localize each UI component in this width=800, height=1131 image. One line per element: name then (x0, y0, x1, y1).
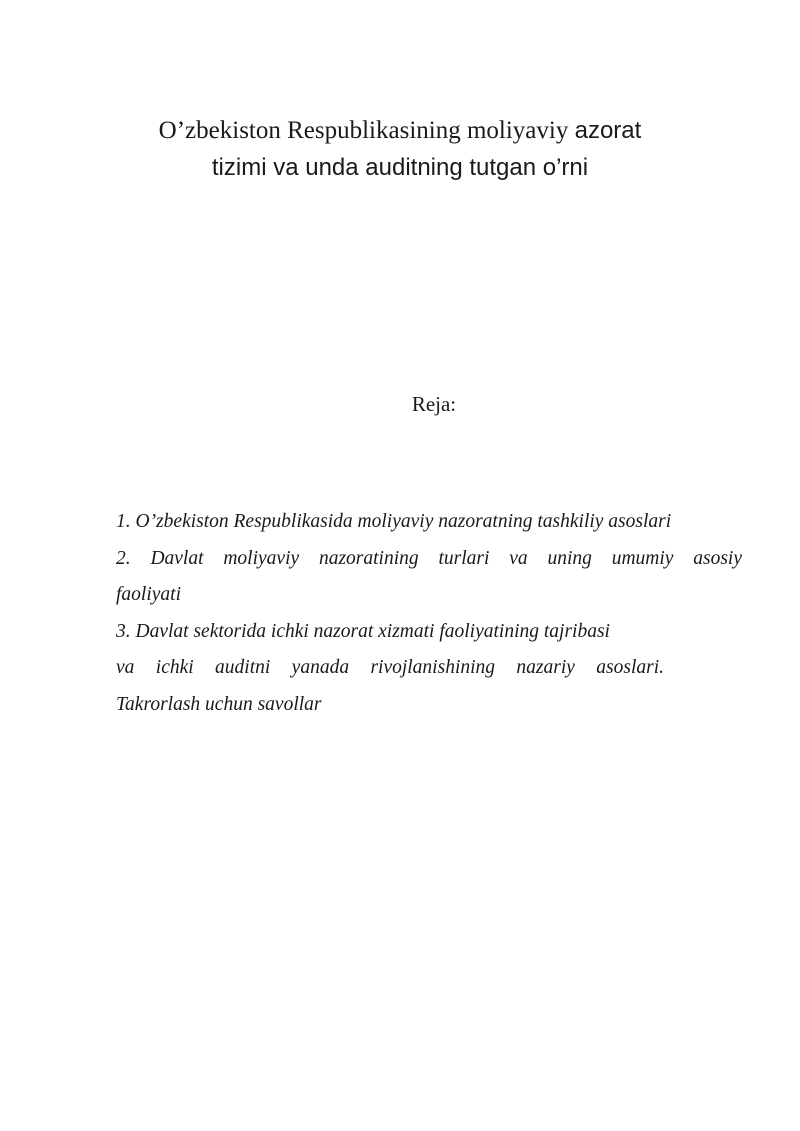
title-line-1-serif: O’zbekiston Respublikasining moliyaviy (158, 117, 569, 144)
document-title (0, 112, 800, 186)
plan-heading: Reja: (411, 392, 457, 416)
plan-list (116, 504, 742, 723)
plan-line-6: Takrorlash uchun savollar (116, 693, 322, 715)
plan-line-1: 1. O’zbekiston Respublikasida moliyaviy nazoratning tashkiliy asoslari (116, 511, 672, 532)
plan-line-5: va ichki auditni yanada rivojlanishining nazariy asoslari. (116, 657, 664, 678)
plan-line-4: 3. Davlat sektorida ichki nazorat xizmati faoliyatining tajribasi (116, 620, 610, 642)
plan-line-3: faoliyati (116, 584, 181, 605)
title-line-1-sans: azorat (574, 117, 642, 144)
title-line-2: tizimi va unda auditning tutgan o’rni (211, 154, 589, 181)
plan-heading-wrap (0, 392, 800, 417)
title-line-1 (0, 112, 800, 149)
plan-line-2: 2. Davlat moliyaviy nazoratining turlari va uning umumiy asosiy (116, 547, 742, 569)
